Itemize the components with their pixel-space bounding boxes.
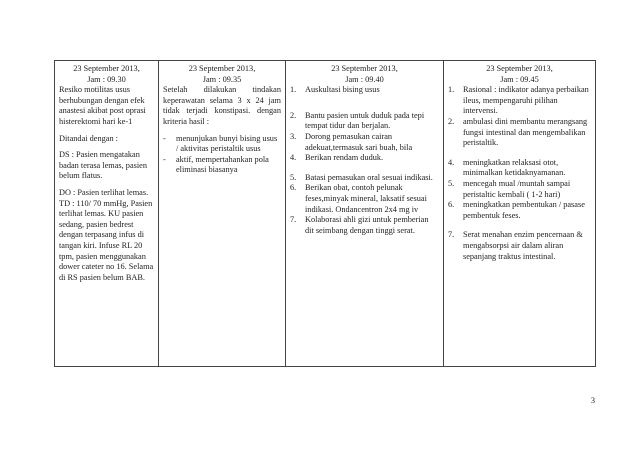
- list-number: 5.: [290, 172, 297, 182]
- list-item: [290, 173, 439, 184]
- subjective-data: DS : Pasien mengatakan badan terasa lemas, pasien belum flatus.: [59, 150, 148, 181]
- objective-data: DO : Pasien terlihat lemas. TD : 110/ 70 mmHg, Pasien terlihat lemas. KU pasien sedang, pasien bedrest dengan terpasang infus di tangan kiri. Infuse RL 20 tpm, pasien menggunakan dower cateter no 16. Selama di RS pasien belum BAB.: [59, 187, 154, 282]
- list-item: [448, 158, 591, 179]
- list-item: [290, 215, 439, 236]
- intervention-cell: [286, 61, 444, 367]
- date-label: 23 September 2013,: [331, 64, 398, 73]
- date-label: 23 September 2013,: [73, 64, 140, 73]
- list-number: 2.: [290, 110, 297, 120]
- list-item-text: meningkatkan pembentukan / pasase pembentuk feses.: [463, 200, 585, 220]
- list-item-text: Kolaborasi ahli gizi untuk pemberian dit seimbang dengan tinggi serat.: [305, 215, 429, 235]
- rationale-cell: [444, 61, 596, 367]
- list-item-text: menunjukan bunyi bising usus / aktivitas peristaltik usus: [176, 133, 278, 154]
- list-number: 4.: [290, 153, 297, 163]
- goal-cell: [159, 61, 286, 367]
- list-item: [448, 85, 591, 117]
- list-item: [290, 153, 439, 164]
- list-number: 3.: [290, 131, 297, 141]
- time-label: Jam : 09.30: [87, 74, 126, 84]
- list-item: [448, 200, 591, 221]
- time-label: Jam : 09.35: [202, 74, 242, 84]
- list-number: 4.: [448, 157, 455, 167]
- list-item-text: Auskultasi bising usus: [305, 85, 380, 95]
- page-number: 3: [590, 396, 595, 405]
- list-item-text: mencegah mual /muntah sampai peristaltic kembali ( 1-2 hari): [463, 178, 571, 199]
- table-row: [55, 61, 596, 367]
- criteria-list: [163, 134, 281, 176]
- list-item: [290, 85, 439, 96]
- list-marker: -: [163, 154, 166, 164]
- list-number: 2.: [448, 116, 455, 126]
- list-item-text: Rasional : indikator adanya perbaikan ileus, mempengaruhi pilihan intervensi.: [463, 85, 589, 116]
- list-item-text: ambulasi dini membantu merangsang fungsi intestinal dan mengembalikan peristaltik.: [463, 116, 588, 148]
- date-label: 23 September 2013,: [486, 64, 553, 73]
- list-item: [163, 134, 281, 155]
- nursing-care-plan-table: [54, 60, 596, 367]
- list-item-text: Berikan rendam duduk.: [305, 153, 384, 163]
- list-item: [290, 111, 439, 132]
- intervention-list: [290, 85, 439, 236]
- time-label: Jam : 09.45: [500, 74, 539, 84]
- list-number: 6.: [448, 200, 455, 210]
- diagnosis-cell: [55, 61, 159, 367]
- list-item: [448, 179, 591, 200]
- list-item: [290, 183, 439, 215]
- list-number: 6.: [290, 183, 297, 193]
- list-number: 1.: [290, 85, 297, 95]
- date-label: 23 September 2013,: [188, 64, 256, 73]
- list-item-text: meningkatkan relaksasi otot, minimalkan ketidaknyamanan.: [463, 157, 566, 178]
- diagnosis-text: Resiko motilitas usus berhubungan dengan efek anastesi akibat post oprasi histerektomi hari ke-1: [59, 85, 146, 126]
- list-item-text: Dorong pemasukan cairan adekuat,termasuk sari buah, bila: [305, 131, 413, 152]
- list-number: 7.: [290, 215, 297, 225]
- list-number: 7.: [448, 230, 455, 240]
- list-item: [448, 117, 591, 149]
- list-item-text: Serat menahan enzim pencernaan & mengabsorpsi air dalam aliran sepanjang traktus intestinal.: [463, 230, 583, 261]
- time-label: Jam : 09.40: [345, 74, 384, 84]
- list-number: 5.: [448, 178, 455, 188]
- list-item: [290, 132, 439, 153]
- list-item-text: Bantu pasien untuk duduk pada tepi tempat tidur dan berjalan.: [305, 110, 425, 131]
- rationale-list: [448, 85, 591, 262]
- list-marker: -: [163, 133, 166, 143]
- signs-label: Ditandai dengan :: [59, 133, 118, 143]
- list-number: 1.: [448, 85, 455, 95]
- list-item: [448, 230, 591, 262]
- goal-text: Setelah dilakukan tindakan keperawatan selama 3 x 24 jam tidak terjadi konstipasi. dengan kriteria hasil :: [163, 85, 281, 126]
- list-item: [163, 155, 281, 176]
- list-item-text: aktif, mempertahankan pola eliminasi biasanya: [176, 154, 269, 175]
- list-item-text: Batasi pemasukan oral sesuai indikasi.: [305, 172, 433, 182]
- list-item-text: Berikan obat, contoh pelunak feses,minyak mineral, laksatif sesuai indikasi. Ondancentron 2x4 mg iv: [305, 183, 427, 214]
